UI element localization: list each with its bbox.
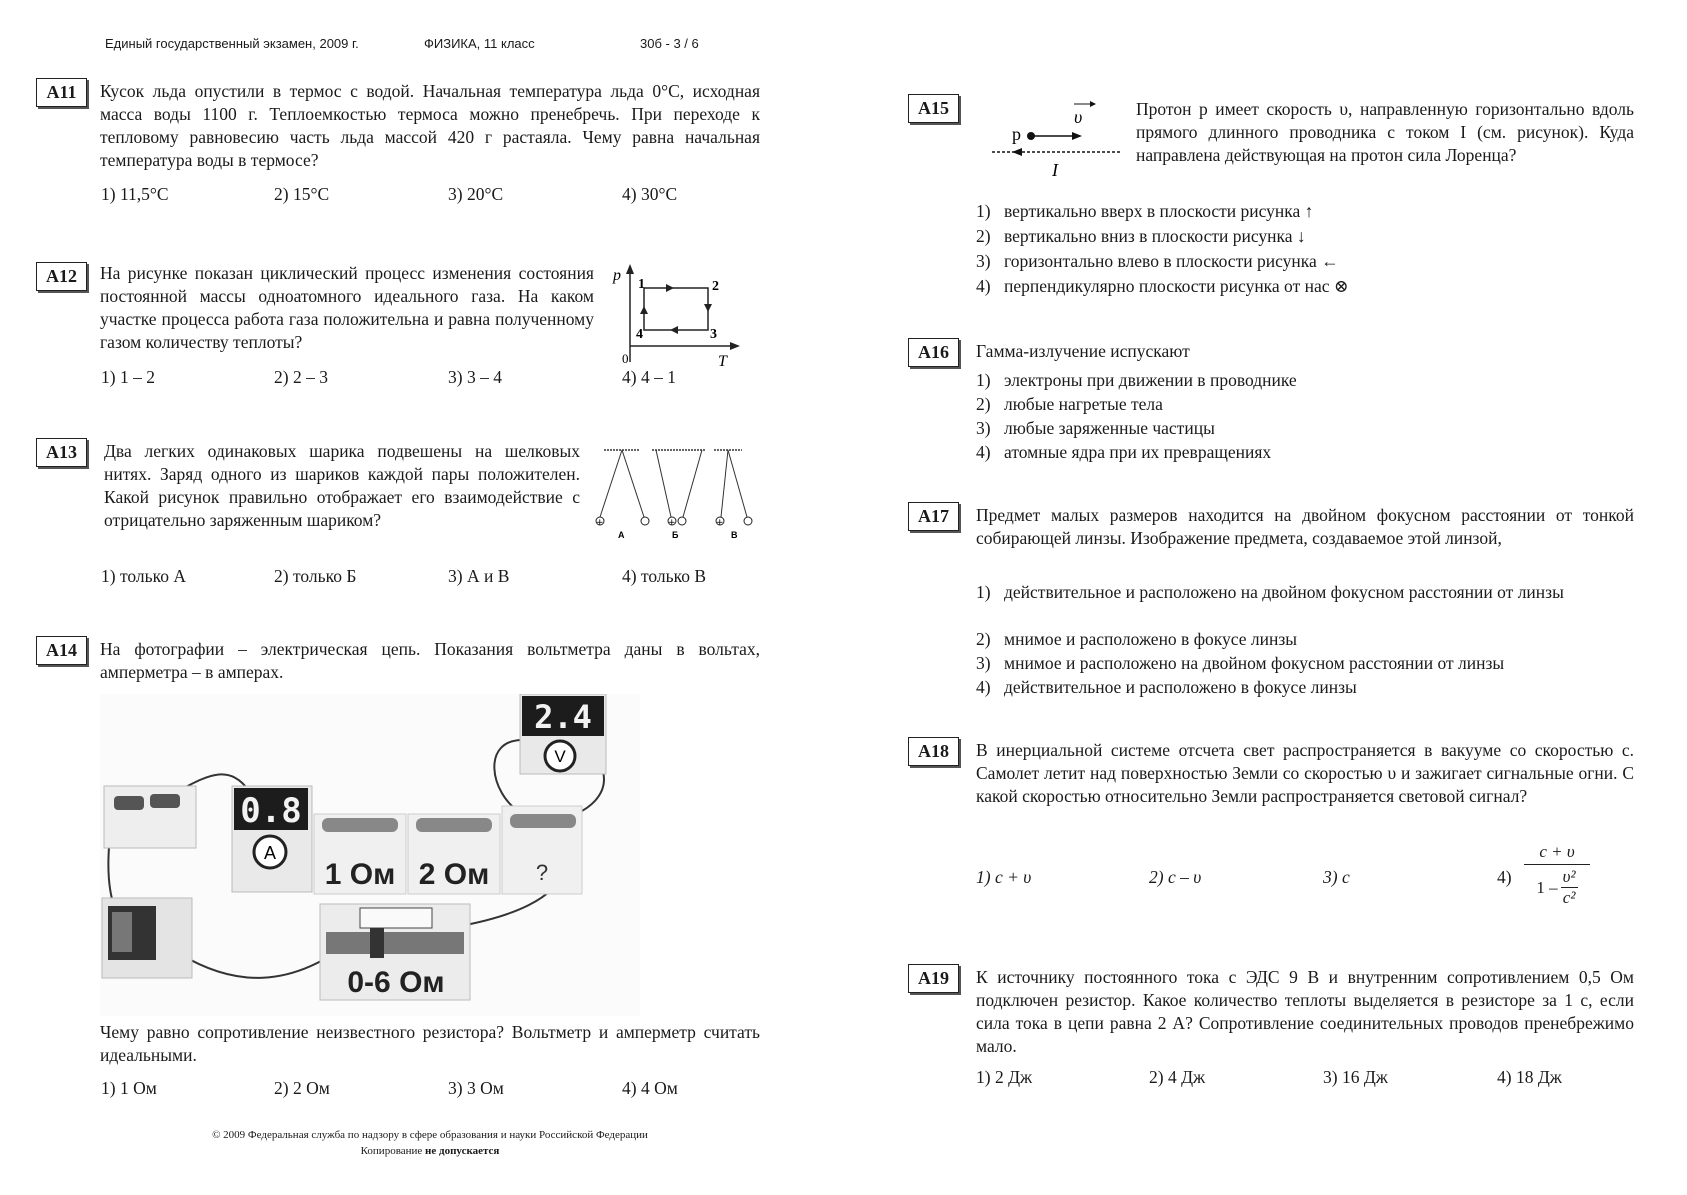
answer-a12-3[interactable]: 3) 3 – 4: [448, 367, 502, 387]
ammeter-symbol: A: [263, 843, 277, 863]
header-exam: Единый государственный экзамен, 2009 г.: [105, 36, 359, 51]
answer-a12-2[interactable]: 2) 2 – 3: [274, 367, 328, 387]
question-text-a13: Два легких одинаковых шарика подвешены на шелковых нитях. Заряд одного из шариков каждой пары положителен. Какой рисунок правильно отображает его взаимодействие с отрицательно заряженным шариком?: [104, 441, 580, 530]
answer-a16-4-text: атомные ядра при их превращениях: [1004, 442, 1272, 462]
header-page: 30б - 3 / 6: [640, 36, 699, 51]
answer-a17-4[interactable]: 4) действительное и расположено в фокусе линзы: [976, 677, 1357, 697]
question-label-a16: A16: [908, 338, 959, 367]
ammeter-reading: 0.8: [240, 791, 302, 831]
question-label-a18: A18: [908, 737, 959, 766]
point-2-label: 2: [712, 279, 719, 294]
p-axis-label: p: [613, 267, 621, 284]
question-subtext-a14: Чему равно сопротивление неизвестного резистора? Вольтметр и амперметр считать идеальными.: [100, 1022, 760, 1065]
question-label-a15: A15: [908, 94, 959, 123]
origin-label: 0: [622, 351, 629, 366]
answer-a18-2[interactable]: 2) c – υ: [1149, 867, 1202, 887]
resistor-1-label: 1 Ом: [324, 858, 396, 891]
answer-a11-2[interactable]: 2) 15°С: [274, 184, 330, 204]
answer-a19-3[interactable]: 3) 16 Дж: [1323, 1067, 1388, 1087]
answer-a18-1[interactable]: 1) c + υ: [976, 867, 1032, 887]
question-text-a12: На рисунке показан циклический процесс изменения состояния постоянной массы одноатомного идеального газа. На каком участке процесса работа газа положительна и равна полученному газом количеству теплоты?: [100, 263, 594, 352]
answer-a17-2-text: мнимое и расположено в фокусе линзы: [1004, 629, 1298, 649]
answer-a14-2[interactable]: 2) 2 Ом: [274, 1078, 330, 1098]
question-label-a17: A17: [908, 502, 959, 531]
answer-a15-4-text: перпендикулярно плоскости рисунка от нас ⊗: [1004, 276, 1349, 296]
answer-a15-3[interactable]: 3) горизонтально влево в плоскости рисунка ←: [976, 251, 1339, 271]
answer-a16-1[interactable]: 1) электроны при движении в проводнике: [976, 370, 1297, 390]
footer-copy-prefix: Копирование: [360, 1145, 426, 1157]
rheostat-label: 0-6 Ом: [347, 966, 445, 999]
pt-cycle-diagram: [604, 262, 744, 370]
figure-label-b: Б: [672, 530, 679, 540]
charged-balls-figure: [592, 440, 762, 544]
voltmeter-reading: 2.4: [534, 698, 592, 736]
question-text-a15: Протон p имеет скорость υ, направленную горизонтально вдоль прямого длинного проводника с током I (см. рисунок). Куда направлена действующая на протон сила Лоренца?: [1136, 99, 1634, 165]
answer-a12-4[interactable]: 4) 4 – 1: [622, 367, 676, 387]
answer-a13-1[interactable]: 1) только А: [101, 566, 186, 586]
point-3-label: 3: [710, 327, 717, 342]
answer-a15-3-text: горизонтально влево в плоскости рисунка ←: [1004, 251, 1339, 271]
answer-a11-4[interactable]: 4) 30°С: [622, 184, 678, 204]
answer-a14-1[interactable]: 1) 1 Ом: [101, 1078, 157, 1098]
svg-text:+: +: [668, 518, 676, 528]
answer-a16-3[interactable]: 3) любые заряженные частицы: [976, 418, 1215, 438]
formula-numerator: c + υ: [1524, 842, 1590, 865]
answer-a13-2[interactable]: 2) только Б: [274, 566, 357, 586]
figure-label-v: В: [731, 530, 738, 540]
footer-copy-emphasis: не допускается: [425, 1145, 500, 1157]
point-1-label: 1: [638, 277, 645, 292]
answer-a14-3[interactable]: 3) 3 Ом: [448, 1078, 504, 1098]
answer-a18-4[interactable]: 4): [1497, 867, 1512, 887]
answer-a17-1[interactable]: 1) действительное и расположено на двойном фокусном расстоянии от линзы: [976, 581, 1606, 604]
answer-a11-3[interactable]: 3) 20°С: [448, 184, 504, 204]
footer-copy-note: [150, 1145, 710, 1157]
question-text-a16: Гамма-излучение испускают: [976, 341, 1190, 361]
answer-a15-1[interactable]: 1) вертикально вверх в плоскости рисунка ↑: [976, 201, 1314, 221]
velocity-label: υ: [1074, 107, 1083, 127]
formula-frac-num: υ²: [1562, 867, 1576, 886]
figure-label-a: А: [618, 530, 625, 540]
question-text-a14: На фотографии – электрическая цепь. Показания вольтметра даны в вольтах, амперметра – в амперах.: [100, 639, 760, 682]
voltmeter-symbol: V: [554, 747, 566, 766]
answer-a12-1[interactable]: 1) 1 – 2: [101, 367, 155, 387]
answer-a17-1-text: действительное и расположено на двойном фокусном расстоянии от линзы: [1004, 582, 1564, 602]
resistor-2-label: 2 Ом: [418, 858, 490, 891]
footer-copyright: © 2009 Федеральная служба по надзору в сфере образования и науки Российской Федерации: [212, 1129, 648, 1141]
unknown-resistor-label: ?: [535, 860, 549, 885]
question-text-a11: Кусок льда опустили в термос с водой. Начальная температура льда 0°С, исходная масса воды 1100 г. Теплоемкостью термоса можно пренебречь. При переходе к тепловому равновесию часть льда массой 420 г растаяла. Чему равна начальная температура воды в термосе?: [100, 81, 760, 170]
answer-a18-3[interactable]: 3) c: [1323, 867, 1350, 887]
formula-denom-left: 1 –: [1536, 877, 1558, 897]
question-text-a19: К источнику постоянного тока с ЭДС 9 В и внутренним сопротивлением 0,5 Ом подключен резистор. Какое количество теплоты выделяется в резисторе за 1 с, если сила тока в цепи равна 2 А? Сопротивление соединительных проводов пренебрежимо мало.: [976, 967, 1634, 1056]
answer-a14-4[interactable]: 4) 4 Ом: [622, 1078, 678, 1098]
circuit-photo: [100, 694, 640, 1016]
svg-text:+: +: [596, 518, 604, 528]
proton-figure: [990, 96, 1130, 186]
answer-a15-2-text: вертикально вниз в плоскости рисунка ↓: [1004, 226, 1306, 246]
answer-a13-3[interactable]: 3) А и В: [448, 566, 510, 586]
answer-a11-1[interactable]: 1) 11,5°С: [101, 184, 169, 204]
answer-a17-3[interactable]: 3) мнимое и расположено на двойном фокусном расстоянии от линзы: [976, 653, 1505, 673]
svg-text:+: +: [716, 518, 724, 528]
proton-label: p: [1012, 124, 1021, 144]
answer-a19-4[interactable]: 4) 18 Дж: [1497, 1067, 1562, 1087]
point-4-label: 4: [636, 327, 643, 342]
question-label-a14: A14: [36, 636, 87, 665]
answer-a15-1-text: вертикально вверх в плоскости рисунка ↑: [1004, 201, 1314, 221]
question-label-a19: A19: [908, 964, 959, 993]
question-label-a12: A12: [36, 262, 87, 291]
answer-a16-4[interactable]: 4) атомные ядра при их превращениях: [976, 442, 1272, 462]
question-label-a13: A13: [36, 438, 87, 467]
answer-a17-3-text: мнимое и расположено на двойном фокусном расстоянии от линзы: [1004, 653, 1505, 673]
answer-a16-1-text: электроны при движении в проводнике: [1004, 370, 1297, 390]
answer-a17-4-text: действительное и расположено в фокусе линзы: [1004, 677, 1357, 697]
answer-a16-2-text: любые нагретые тела: [1004, 394, 1163, 414]
current-label: I: [1052, 160, 1058, 180]
question-text-a18: В инерциальной системе отсчета свет распространяется в вакууме со скоростью c. Самолет летит над поверхностью Земли со скоростью υ и зажигает сигнальные огни. С какой скоростью относительно Земли распространяется световой сигнал?: [976, 740, 1634, 806]
answer-a16-3-text: любые заряженные частицы: [1004, 418, 1215, 438]
answer-a19-1[interactable]: 1) 2 Дж: [976, 1067, 1033, 1087]
answer-a19-2[interactable]: 2) 4 Дж: [1149, 1067, 1206, 1087]
question-label-a11: A11: [36, 78, 87, 107]
answer-a18-4-formula: [1524, 842, 1590, 908]
header-subject: ФИЗИКА, 11 класс: [424, 36, 535, 51]
question-text-a17: Предмет малых размеров находится на двойном фокусном расстоянии от тонкой собирающей линзы. Изображение предмета, создаваемое этой линзой,: [976, 505, 1634, 548]
formula-frac-den: c²: [1562, 888, 1576, 907]
t-axis-label: T: [718, 353, 727, 370]
answer-a16-2[interactable]: 2) любые нагретые тела: [976, 394, 1163, 414]
answer-a15-2[interactable]: 2) вертикально вниз в плоскости рисунка ↓: [976, 226, 1306, 246]
answer-a17-2[interactable]: 2) мнимое и расположено в фокусе линзы: [976, 629, 1298, 649]
answer-a13-4[interactable]: 4) только В: [622, 566, 707, 586]
answer-a15-4[interactable]: 4) перпендикулярно плоскости рисунка от нас ⊗: [976, 276, 1349, 296]
